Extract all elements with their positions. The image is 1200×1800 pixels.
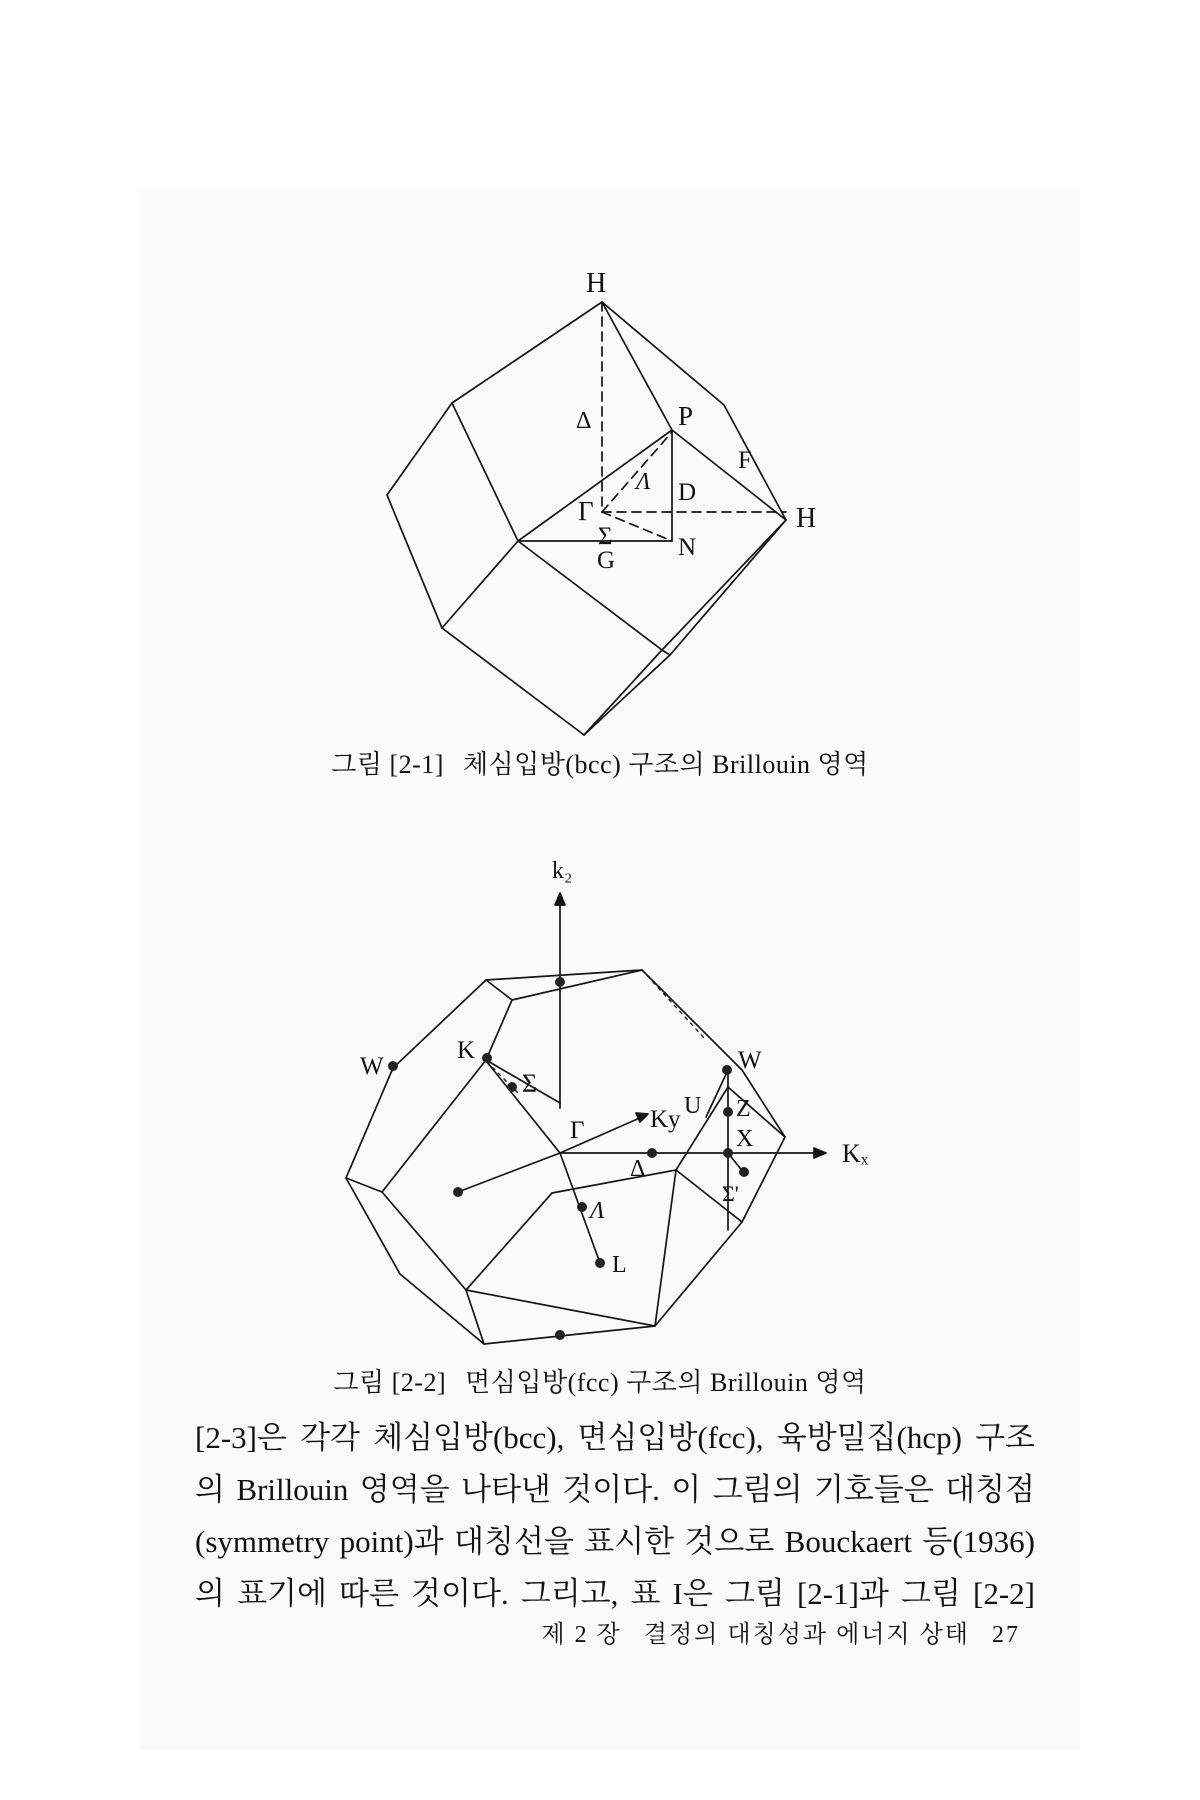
figure1-caption-text: 체심입방(bcc) 구조의 Brillouin 영역	[462, 750, 869, 779]
kz-arrowhead	[555, 893, 565, 905]
label-H-right: H	[796, 503, 817, 534]
label-U: U	[684, 1093, 702, 1119]
label-Lambda: Λ	[590, 1198, 605, 1224]
fcc-edge	[382, 1192, 466, 1290]
footer-title: 결정의 대칭성과 에너지 상태	[643, 1622, 970, 1648]
figure2-caption	[0, 1362, 1200, 1399]
fcc-edge	[466, 1290, 655, 1326]
label-kz: k₂	[552, 858, 573, 884]
label-Lambda: Λ	[636, 469, 651, 495]
label-W-left: W	[360, 1053, 384, 1080]
body-line: 의 표기에 따른 것이다. 그리고, 표 I은 그림 [2-1]과 그림 [2-2]	[195, 1576, 1035, 1611]
label-L: L	[612, 1252, 627, 1278]
fcc-edge	[382, 1060, 486, 1192]
point-K	[483, 1054, 492, 1063]
point-Sigma	[508, 1083, 517, 1092]
ky-arrowhead	[636, 1113, 648, 1122]
point-Lambda	[578, 1203, 587, 1212]
label-Gamma: Γ	[570, 1117, 585, 1144]
fcc-edge	[655, 1170, 676, 1326]
fcc-edge	[466, 1193, 552, 1290]
label-H-top: H	[586, 268, 607, 299]
running-footer	[527, 1614, 1020, 1649]
figure1-caption-label: 그림 [2-1]	[331, 750, 444, 779]
label-Z: Z	[736, 1096, 751, 1122]
point-neg-ky	[454, 1188, 463, 1197]
figure2-caption-label: 그림 [2-2]	[333, 1368, 447, 1397]
neg-ky-line	[458, 1153, 560, 1192]
point-W-left	[389, 1062, 398, 1071]
point-Z	[724, 1108, 733, 1117]
fcc-edge	[346, 1178, 382, 1192]
figure2-caption-text: 면심입방(fcc) 구조의 Brillouin 영역	[465, 1368, 867, 1397]
label-P: P	[678, 401, 694, 431]
label-Delta: Δ	[576, 408, 592, 434]
fcc-edge	[486, 1000, 512, 1060]
label-kx: Kₓ	[842, 1139, 869, 1168]
body-paragraph	[195, 1412, 1035, 1620]
point-X	[724, 1149, 733, 1158]
point-W-right	[723, 1066, 732, 1075]
label-X: X	[736, 1126, 754, 1152]
label-N: N	[678, 534, 697, 561]
label-W-right: W	[738, 1047, 762, 1074]
point-Delta	[648, 1149, 657, 1158]
body-line: 의 Brillouin 영역을 나타낸 것이다. 이 그림의 기호들은 대칭점	[195, 1472, 1035, 1507]
page-number: 27	[992, 1622, 1020, 1648]
label-Sigma: Σ	[598, 523, 613, 550]
point-Sigma2	[740, 1168, 749, 1177]
body-line: [2-3]은 각각 체심입방(bcc), 면심입방(fcc), 육방밀집(hcp) 구조	[195, 1420, 1035, 1455]
body-line: (symmetry point)과 대칭선을 표시한 것으로 Bouckaert 등(1936)	[195, 1524, 1035, 1559]
label-K: K	[457, 1037, 476, 1064]
point-L	[596, 1259, 605, 1268]
label-G: G	[597, 547, 616, 574]
label-D: D	[678, 479, 697, 506]
point-kz-top	[556, 978, 565, 987]
point-kz-bottom	[556, 1331, 565, 1340]
footer-chapter: 제 2 장	[541, 1622, 622, 1648]
label-ky: Ky	[650, 1106, 681, 1133]
fcc-edge	[486, 980, 512, 1000]
kx-arrowhead	[814, 1148, 826, 1158]
label-Delta: Δ	[630, 1156, 646, 1182]
label-F: F	[738, 447, 752, 474]
label-Sigma: Σ	[522, 1069, 538, 1098]
label-Gamma: Γ	[578, 496, 594, 526]
label-Sigma2: Σ'	[722, 1181, 739, 1206]
fcc-outer-edge	[346, 970, 785, 1344]
